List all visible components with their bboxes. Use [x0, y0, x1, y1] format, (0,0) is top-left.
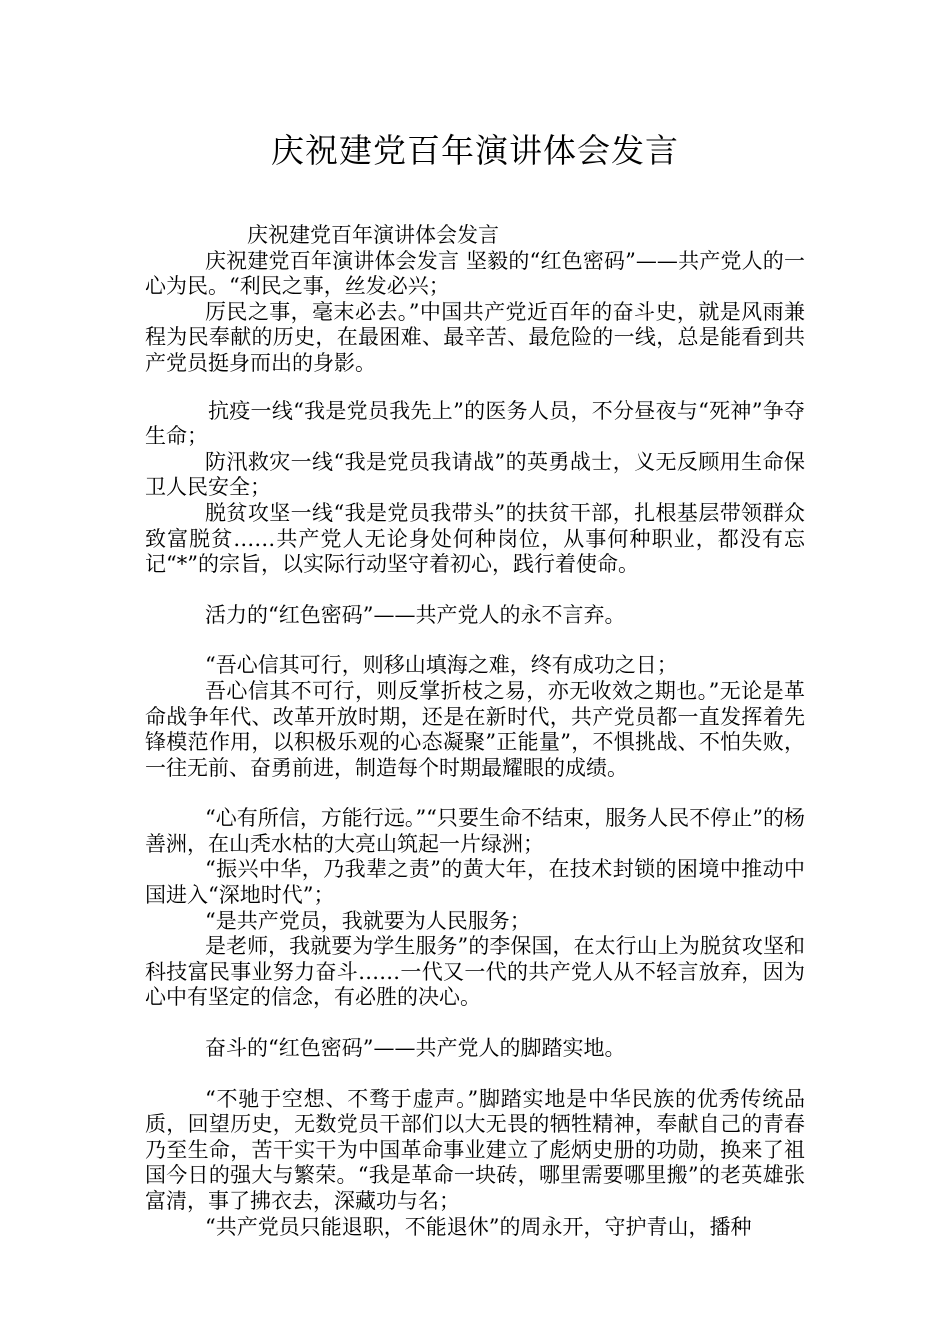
paragraph: 厉民之事，毫末必去。”中国共产党近百年的奋斗史，就是风雨兼程为民奉献的历史，在最困难、最辛苦、最危险的一线，总是能看到共产党员挺身而出的身影。 — [145, 299, 805, 375]
paragraph: 脱贫攻坚一线“我是党员我带头”的扶贫干部，扎根基层带领群众致富脱贫……共产党人无论身处何种岗位，从事何种职业，都没有忘记“*”的宗旨，以实际行动坚守着初心，践行着使命。 — [145, 500, 805, 577]
paragraph: “不驰于空想、不骛于虚声。”脚踏实地是中华民族的优秀传统品质，回望历史，无数党员干部们以大无畏的牺牲精神，奉献自己的青春乃至生命，苦干实干为中国革命事业建立了彪炳史册的功勋，换来了祖国今日的强大与繁荣。“我是革命一块砖，哪里需要哪里搬”的老英雄张富清，事了拂衣去，深藏功与名； — [145, 1086, 805, 1213]
paragraph: 奋斗的“红色密码”——共产党人的脚踏实地。 — [205, 1036, 626, 1061]
document-title: 庆祝建党百年演讲体会发言 — [271, 131, 679, 170]
paragraph: “振兴中华，乃我辈之责”的黄大年，在技术封锁的困境中推动中国进入“深地时代”； — [145, 857, 805, 908]
paragraph: 活力的“红色密码”——共产党人的永不言弃。 — [205, 602, 626, 627]
paragraph-spacer — [145, 1011, 805, 1036]
paragraph: “是共产党员，我就要为人民服务； — [205, 908, 531, 933]
paragraph: “心有所信，方能行远。”“只要生命不结束，服务人民不停止”的杨善洲，在山秃水枯的大亮山筑起一片绿洲； — [145, 806, 805, 856]
paragraph: “吾心信其可行，则移山填海之难，终有成功之日； — [205, 653, 678, 678]
paragraph: 庆祝建党百年演讲体会发言 坚毅的“红色密码”——共产党人的一心为民。“利民之事，丝发必兴； — [145, 248, 805, 299]
paragraph-spacer — [145, 578, 805, 603]
paragraph-spacer — [145, 781, 805, 806]
paragraph: 是老师，我就要为学生服务”的李保国，在太行山上为脱贫攻坚和科技富民事业努力奋斗……一代又一代的共产党人从不轻言放弃，因为心中有坚定的信念，有必胜的决心。 — [145, 934, 805, 1010]
paragraph: “共产党员只能退职，不能退休”的周永开，守护青山，播种 — [205, 1214, 752, 1239]
paragraph: 庆祝建党百年演讲体会发言 — [247, 223, 499, 247]
paragraph: 防汛救灾一线“我是党员我请战”的英勇战士，义无反顾用生命保卫人民安全； — [145, 449, 805, 500]
paragraph: 吾心信其不可行，则反掌折枝之易，亦无收效之期也。”无论是革命战争年代、改革开放时期，还是在新时代，共产党员都一直发挥着先锋模范作用，以积极乐观的心态凝聚”正能量”，不惧挑战、不怕失败，一往无前、奋勇前进，制造每个时期最耀眼的成绩。 — [145, 678, 805, 780]
paragraph: 抗疫一线“我是党员我先上”的医务人员，不分昼夜与“死神”争夺生命； — [145, 398, 805, 449]
paragraph-spacer — [145, 1062, 805, 1087]
paragraph-spacer — [145, 628, 805, 653]
paragraph-spacer — [145, 377, 805, 399]
document-body — [145, 223, 805, 1240]
